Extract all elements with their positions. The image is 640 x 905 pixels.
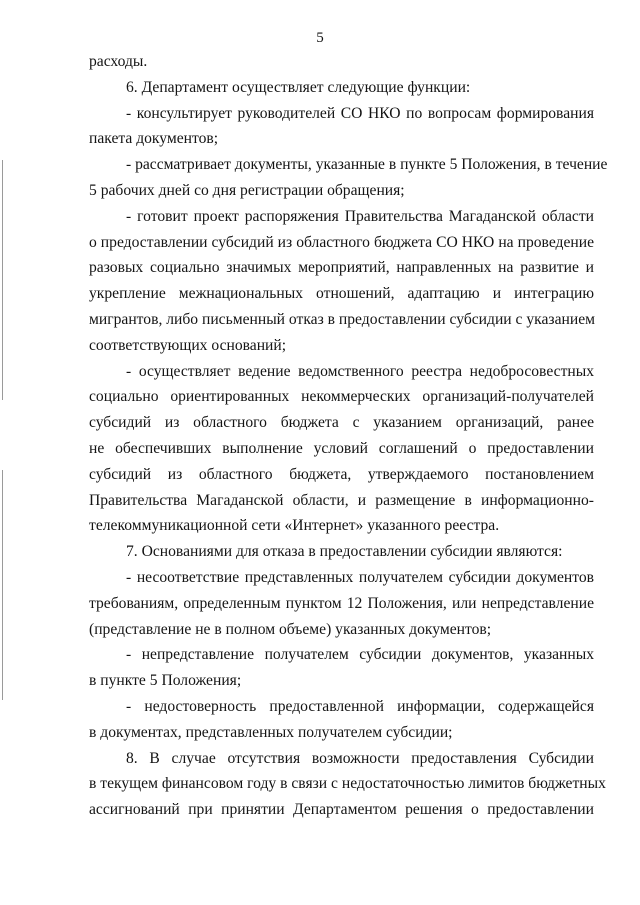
text-line: (представление не в полном объеме) указанных документов; bbox=[89, 620, 492, 638]
text-line: субсидий из областного бюджета, утверждаемого постановлением bbox=[89, 465, 594, 483]
text-line: Правительства Магаданской области, и размещение в информационно- bbox=[89, 491, 594, 509]
text-line: укрепление межнациональных отношений, адаптацию и интеграцию bbox=[89, 285, 594, 303]
text-line: - непредставление получателем субсидии документов, указанных bbox=[126, 646, 594, 664]
text-line: требованиям, определенным пунктом 12 Положения, или непредставление bbox=[89, 594, 594, 612]
text-line: 7. Основаниями для отказа в предоставлении субсидии являются: bbox=[126, 543, 563, 561]
text-line: о предоставлении субсидий из областного бюджета СО НКО на проведение bbox=[89, 233, 594, 251]
text-line: не обеспечивших выполнение условий соглашений о предоставлении bbox=[89, 439, 594, 457]
text-line: субсидий из областного бюджета с указанием организаций, ранее bbox=[89, 414, 594, 432]
text-line: - консультирует руководителей СО НКО по вопросам формирования bbox=[126, 104, 594, 122]
text-line: 5 рабочих дней со дня регистрации обращения; bbox=[89, 181, 405, 199]
text-line: в документах, представленных получателем субсидии; bbox=[89, 723, 453, 741]
text-line: ассигнований при принятии Департаментом решения о предоставлении bbox=[89, 801, 594, 819]
text-line: расходы. bbox=[89, 53, 148, 70]
text-line: разовых социально значимых мероприятий, направленных на развитие и bbox=[89, 259, 594, 277]
text-line: социально ориентированных некоммерческих организаций-получателей bbox=[89, 388, 594, 406]
text-line: 6. Департамент осуществляет следующие функции: bbox=[126, 78, 471, 96]
page-number: 5 bbox=[316, 30, 324, 46]
text-line: телекоммуникационной сети «Интернет» указанного реестра. bbox=[89, 517, 500, 535]
text-line: пакета документов; bbox=[89, 130, 219, 148]
text-line: - несоответствие представленных получателем субсидии документов bbox=[126, 568, 594, 586]
text-line: - готовит проект распоряжения Правительства Магаданской области bbox=[126, 207, 594, 225]
text-line: - недостоверность предоставленной информации, содержащейся bbox=[126, 697, 594, 715]
text-line: - осуществляет ведение ведомственного реестра недобросовестных bbox=[126, 362, 594, 380]
text-line: в пункте 5 Положения; bbox=[89, 672, 242, 690]
margin-mark-top bbox=[2, 160, 3, 400]
text-line: соответствующих оснований; bbox=[89, 336, 287, 354]
document-body bbox=[89, 49, 608, 823]
text-line: в текущем финансовом году в связи с недостаточностью лимитов бюджетных bbox=[89, 775, 606, 793]
margin-mark-bottom bbox=[2, 470, 3, 700]
text-line: - рассматривает документы, указанные в пункте 5 Положения, в течение bbox=[126, 156, 608, 174]
text-line: 8. В случае отсутствия возможности предоставления Субсидии bbox=[126, 749, 594, 767]
text-line: мигрантов, либо письменный отказ в предоставлении субсидии с указанием bbox=[89, 310, 595, 328]
